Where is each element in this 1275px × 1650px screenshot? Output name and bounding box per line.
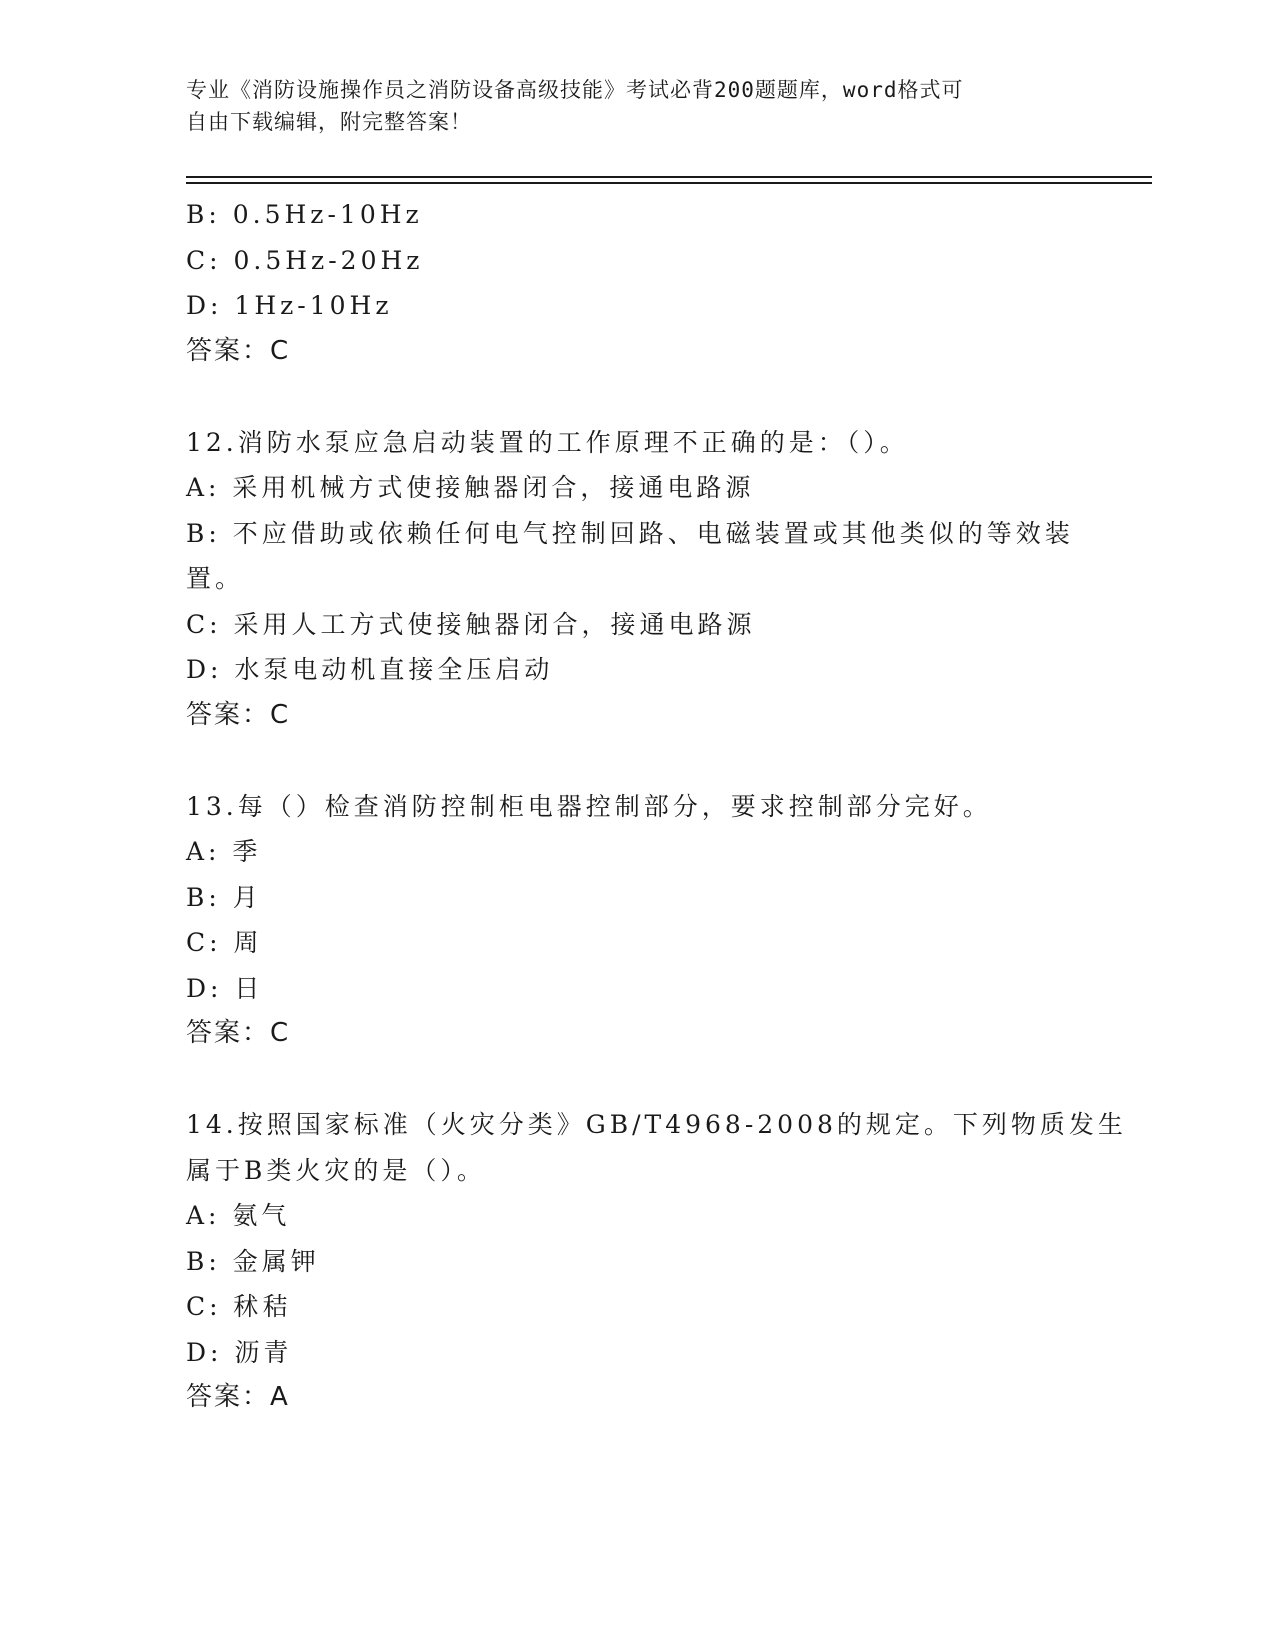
question-stem: 12.消防水泵应急启动装置的工作原理不正确的是：（）。 (186, 427, 909, 457)
option-d: D: 水泵电动机直接全压启动 (186, 655, 554, 684)
header-rule-top (186, 176, 1152, 178)
option-a: A: 采用机械方式使接触器闭合，接通电路源 (186, 473, 755, 502)
option-b: B: 0.5Hz-10Hz (186, 200, 423, 229)
option-b-continued: 置。 (186, 564, 245, 593)
answer-line: 答案：A (186, 1382, 290, 1412)
question-12 (186, 420, 1086, 739)
option-c: C: 周 (186, 928, 263, 957)
option-d: D: 1Hz-10Hz (186, 291, 393, 320)
option-d: D: 日 (186, 973, 264, 1003)
question-14 (186, 1102, 1127, 1421)
header-line-2: 自由下载编辑，附完整答案！ (186, 110, 472, 134)
option-c: C: 0.5Hz-20Hz (186, 245, 424, 275)
option-a: A: 季 (186, 837, 262, 866)
option-c: C: 秫秸 (186, 1292, 292, 1321)
answer-line: 答案：C (186, 335, 291, 366)
spacer (186, 374, 1086, 420)
document-header (186, 74, 1066, 138)
spacer (186, 1057, 1086, 1103)
answer-line: 答案：C (186, 699, 291, 730)
question-stem: 14.按照国家标准（火灾分类》GB/T4968-2008的规定。下列物质发生 (186, 1110, 1127, 1139)
spacer (186, 738, 1086, 784)
option-b: B: 不应借助或依赖任何电气控制回路、电磁装置或其他类似的等效装 (186, 518, 1074, 548)
option-c: C: 采用人工方式使接触器闭合，接通电路源 (186, 609, 756, 639)
option-b: B: 金属钾 (186, 1246, 320, 1276)
question-list (186, 192, 1127, 1421)
question-13 (186, 784, 1086, 1057)
option-a: A: 氨气 (186, 1201, 291, 1230)
header-line-1: 专业《消防设施操作员之消防设备高级技能》考试必背200题题库，word格式可 (186, 78, 964, 102)
answer-line: 答案：C (186, 1018, 291, 1048)
option-b: B: 月 (186, 882, 262, 912)
carryover-question (186, 192, 1086, 374)
question-stem: 13.每（）检查消防控制柜电器控制部分，要求控制部分完好。 (186, 791, 992, 821)
header-rule-bottom (186, 182, 1152, 184)
question-stem-continued: 属于B类火灾的是（）。 (186, 1155, 486, 1185)
option-d: D: 沥青 (186, 1337, 293, 1367)
